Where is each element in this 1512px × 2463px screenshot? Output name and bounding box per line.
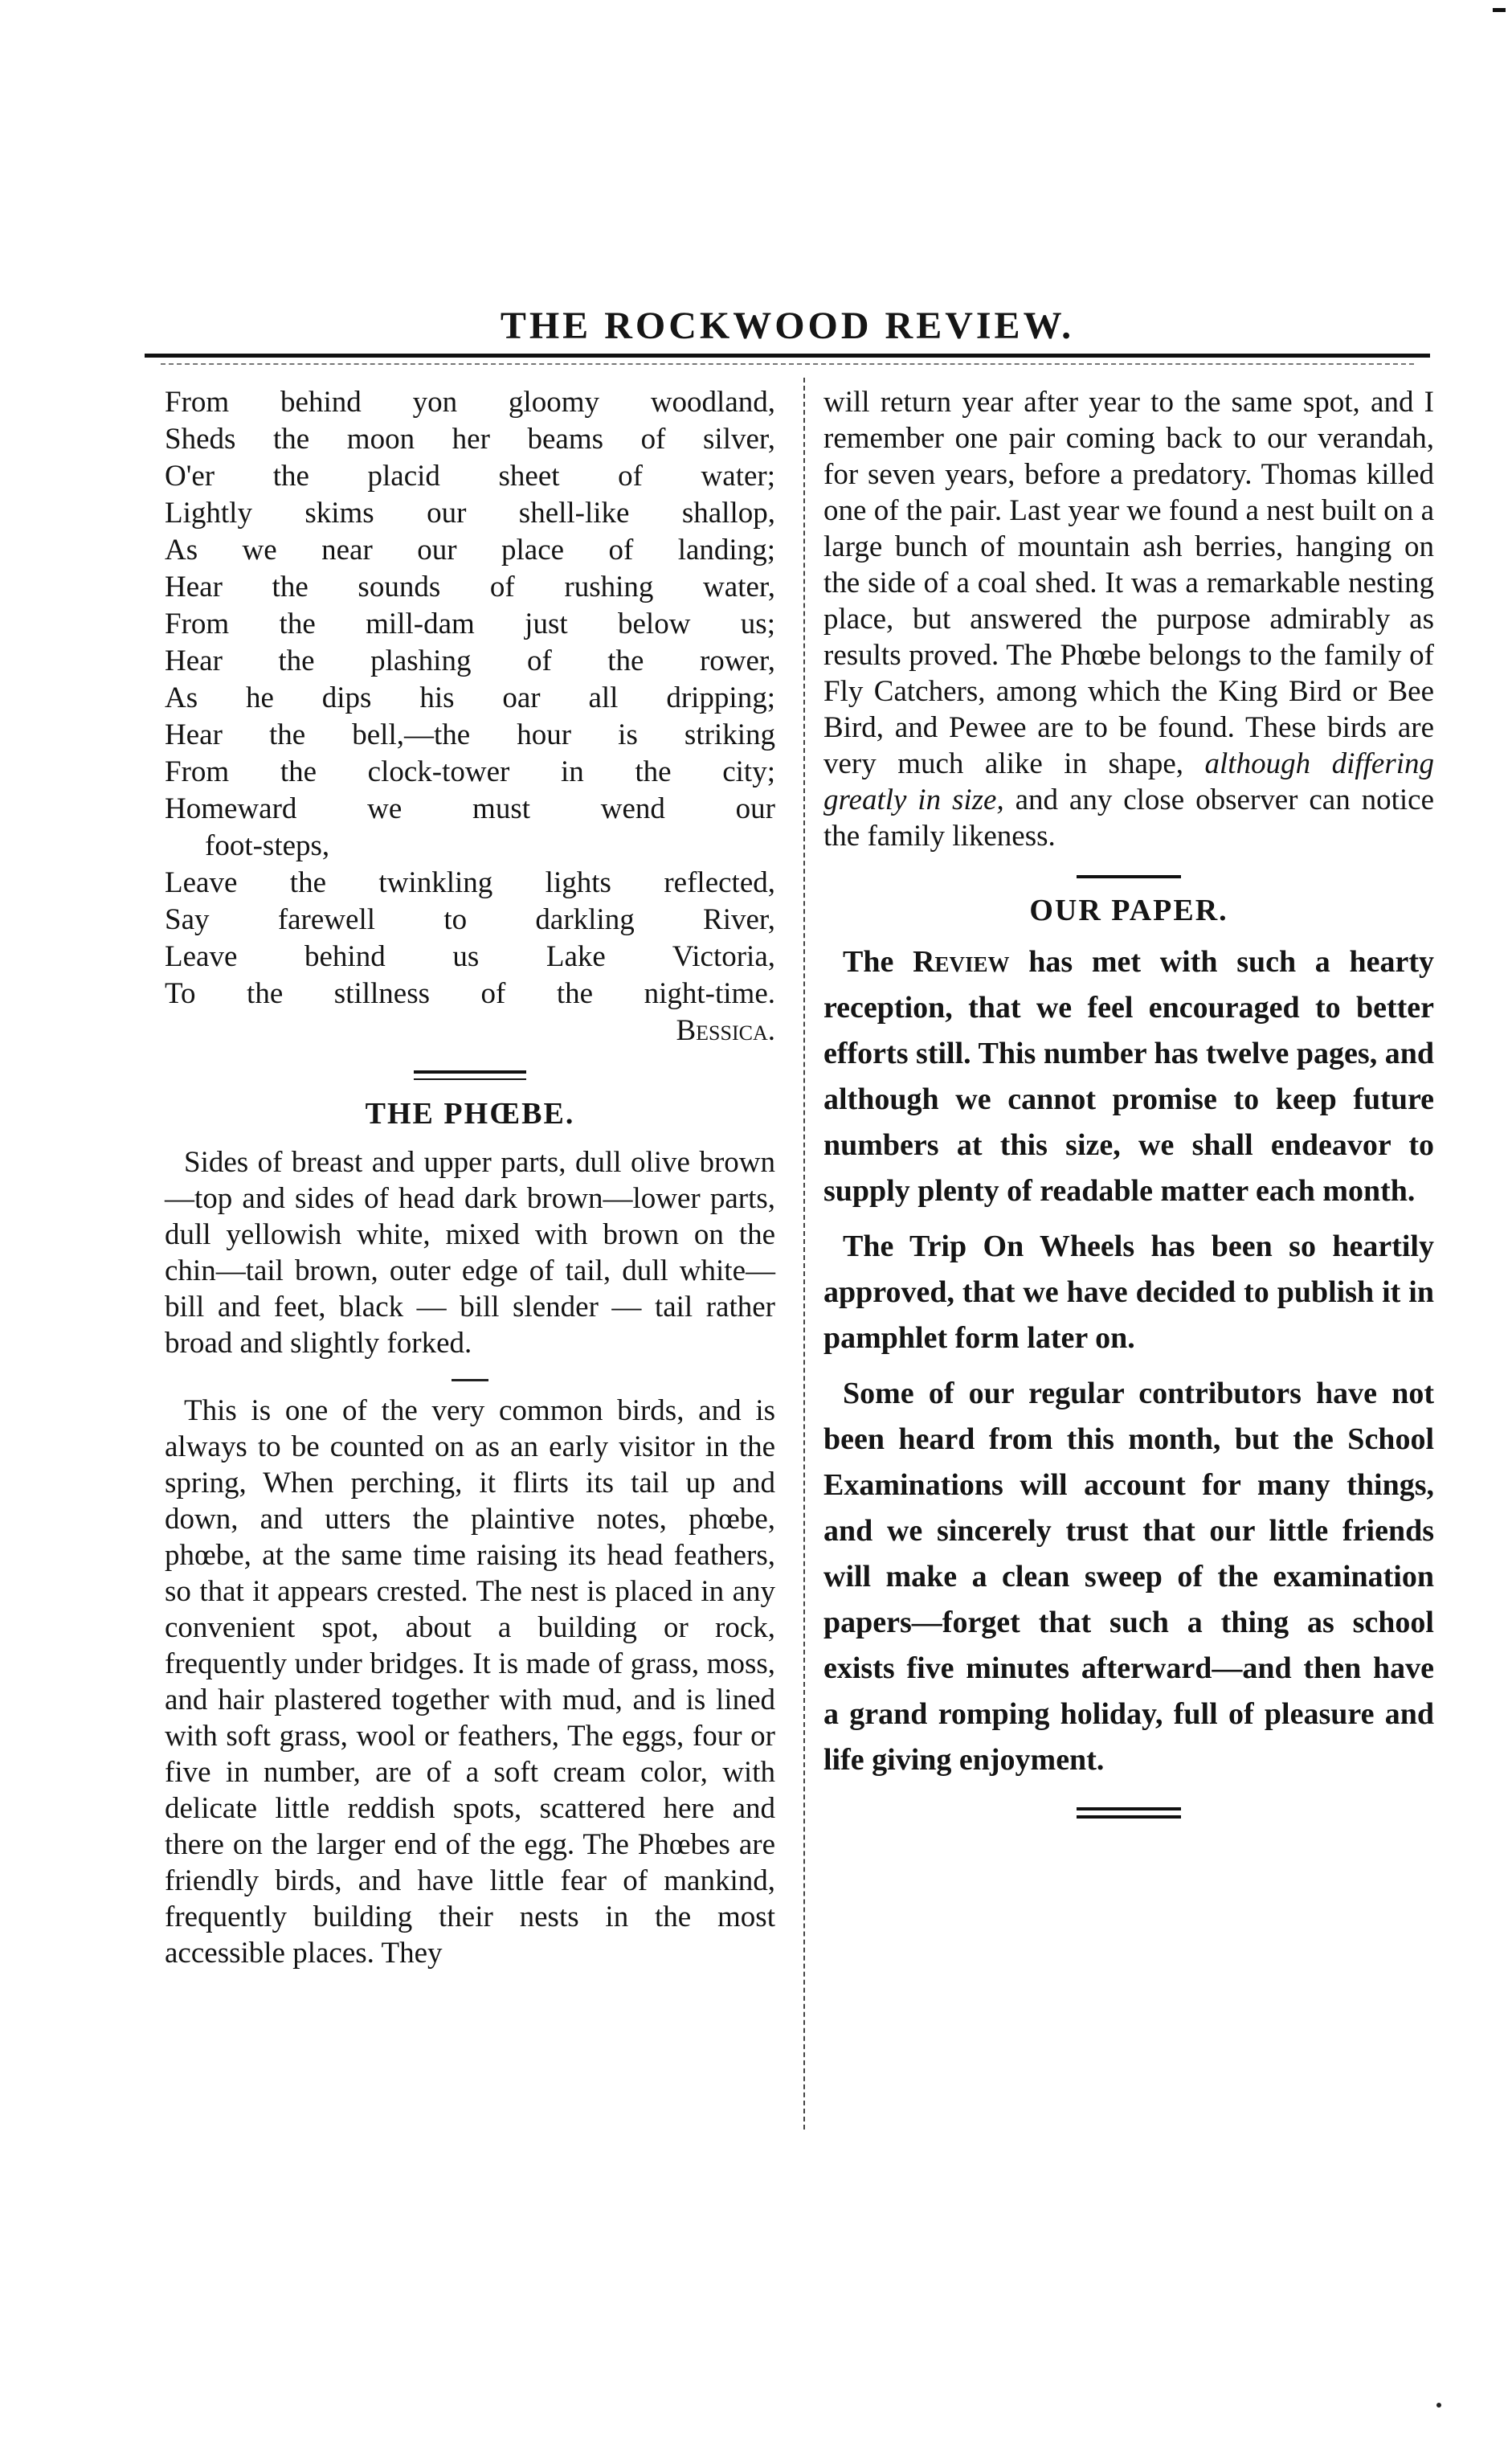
poem-line: Leave behind us Lake Victoria, — [165, 940, 775, 973]
paragraph-separator — [452, 1379, 488, 1381]
poem-line: Leave the twinkling lights reflected, — [165, 866, 775, 899]
right-column — [823, 384, 1434, 1819]
phoebe-description: Sides of breast and upper parts, dull olive brown—top and sides of head dark brown—lower parts, dull yellowish white, mixed with brown on the chin—tail brown, outer edge of tail, dull white—bill and feet, black — bill slender — tail rather broad and slightly forked. — [165, 1146, 775, 1360]
poem-line: As we near our place of landing; — [165, 534, 775, 567]
our-paper-paragraph-3: Some of our regular contributors have not been heard from this month, but the School Examinations will account for many things, and we sincerely trust that our little friends will make a clean sweep of the examination papers—forget that such a thing as school exists five minutes afterward—and then have a grand romping holiday, full of pleasure and life giving enjoyment. — [823, 1377, 1434, 1777]
poem-line: From the clock-tower in the city; — [165, 755, 775, 788]
poem-line: Hear the sounds of rushing water, — [165, 571, 775, 603]
phoebe-continued-text: will return year after year to the same spot, and I remember one pair coming back to our verandah, for seven years, before a predatory. Thomas killed one of the pair. Last year we found a nest built on a large bunch of mountain ash berries, hanging on the side of a coal shed. It was a remarkable nesting place, but answered the purpose admirably as results proved. The Phœbe belongs to the family of Fly Catchers, among which the King Bird or Bee Bird, and Pewee are to be found. These birds are very much alike in shape, — [823, 386, 1434, 780]
poem-line: From behind yon gloomy woodland, — [165, 386, 775, 419]
running-head: THE ROCKWOOD REVIEW. — [500, 305, 1075, 347]
phoebe-title: THE PHŒBE. — [365, 1097, 575, 1131]
our-paper-p1-start: The — [843, 945, 894, 979]
poem-line: foot-steps, — [205, 829, 330, 862]
poem-line: To the stillness of the night-time. — [165, 977, 775, 1010]
stray-dot — [1436, 2403, 1441, 2408]
our-paper-p1-rest: has met with such a hearty reception, that we feel encouraged to better efforts still. This number has twelve pages, and although we cannot promise to keep future numbers at this size, we shall endeavor to supply plenty of readable matter each month. — [823, 945, 1435, 1208]
phoebe-continued-italic: although differing greatly in size, — [823, 747, 1435, 816]
poem-line: O'er the placid sheet of water; — [165, 460, 775, 493]
poem-line: Lightly skims our shell-like shallop, — [165, 497, 775, 530]
column-divider — [803, 378, 805, 2130]
corner-mark — [1493, 8, 1506, 12]
phoebe-body: This is one of the very common birds, and is always to be counted on as an early visitor in the spring, When perching, it flirts its tail up and down, and utters the plaintive notes, phœbe, phœbe, at the same time raising its head feathers, so that it appears crested. The nest is placed in any convenient spot, about a building or rock, frequently under bridges. It is made of grass, moss, and hair plastered together with mud, and is lined with soft grass, wool or feathers, The eggs, four or five in number, are of a soft cream color, with delicate little reddish spots, scattered here and there on the larger end of the egg. The Phœbes are friendly birds, and have little fear of mankind, frequently building their nests in the most accessible places. They — [165, 1394, 775, 1970]
poem-line: Hear the plashing of the rower, — [165, 644, 775, 677]
poem-line: Sheds the moon her beams of silver, — [165, 423, 775, 456]
header-rule — [145, 354, 1430, 358]
phoebe-continued-end: and any close observer can notice the family likeness. — [823, 783, 1434, 853]
our-paper-paragraph-2: The Trip On Wheels has been so heartily approved, that we have decided to publish it in pamphlet form later on. — [823, 1229, 1434, 1355]
left-column — [165, 384, 775, 1971]
end-rule-2 — [1077, 1815, 1181, 1819]
poem-line: Say farewell to darkling River, — [165, 903, 775, 936]
poem — [165, 384, 775, 1049]
poem-signature: Bessica. — [676, 1014, 775, 1047]
poem-line: As he dips his oar all dripping; — [165, 681, 775, 714]
poem-line: Homeward we must wend our — [165, 792, 775, 825]
poem-line: From the mill-dam just below us; — [165, 608, 775, 640]
phoebe-continued — [823, 384, 1434, 854]
header-rule-dashed — [161, 363, 1414, 366]
our-paper-title: OUR PAPER. — [1029, 894, 1228, 927]
poem-line: Hear the bell,—the hour is striking — [165, 718, 775, 751]
review-name: Review — [913, 945, 1010, 979]
our-paper-paragraph-1 — [823, 939, 1434, 1214]
